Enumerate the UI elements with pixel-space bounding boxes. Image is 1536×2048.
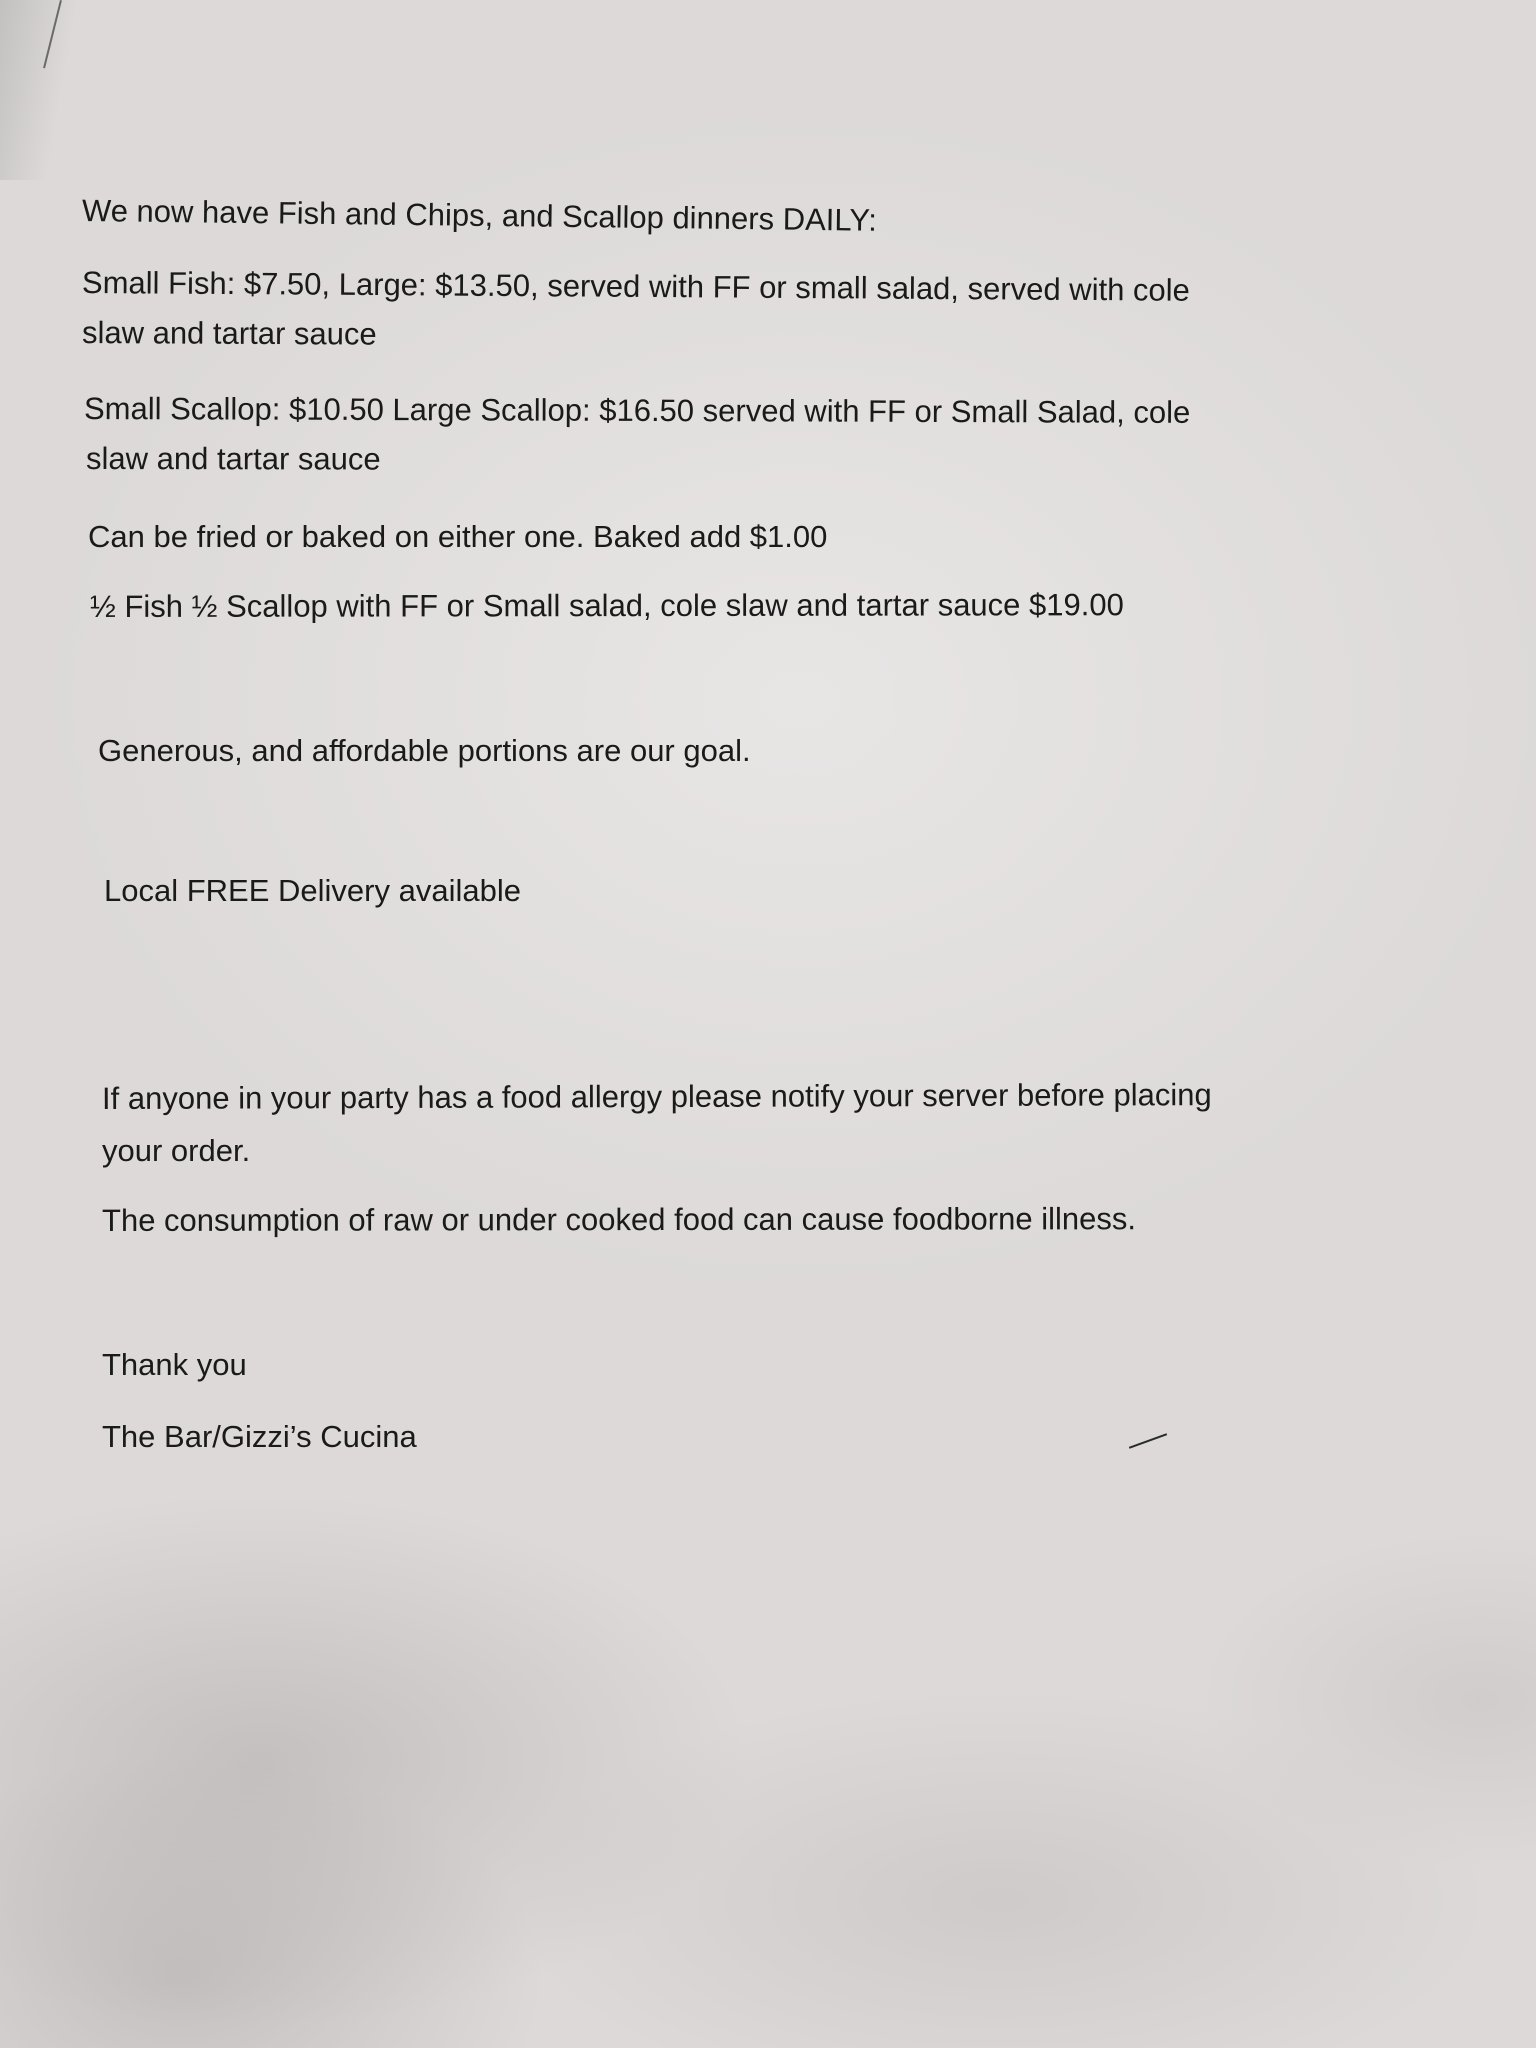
portions-goal-text: Generous, and affordable portions are our goal. <box>98 733 751 768</box>
baked-option-note: Can be fried or baked on either one. Baked add $1.00 <box>88 519 828 554</box>
scallop-pricing-line-2: slaw and tartar sauce <box>85 441 381 477</box>
thank-you-text: Thank you <box>102 1347 247 1382</box>
signature-text: The Bar/Gizzi’s Cucina <box>102 1419 417 1454</box>
fish-pricing-line-1: Small Fish: $7.50, Large: $13.50, served with FF or small salad, served with cole <box>81 265 1190 308</box>
allergy-notice-line-2: your order. <box>102 1133 251 1168</box>
scallop-pricing-line-1: Small Scallop: $10.50 Large Scallop: $16.50 served with FF or Small Salad, cole <box>83 391 1191 430</box>
intro-text: We now have Fish and Chips, and Scallop dinners DAILY: <box>81 193 878 238</box>
pen-mark <box>1129 1433 1167 1449</box>
delivery-text: Local FREE Delivery available <box>104 873 521 908</box>
combo-dinner-line: ½ Fish ½ Scallop with FF or Small salad, cole slaw and tartar sauce $19.00 <box>89 587 1124 624</box>
allergy-notice-line-1: If anyone in your party has a food allergy please notify your server before placing <box>101 1077 1212 1116</box>
food-safety-warning: The consumption of raw or under cooked food can cause foodborne illness. <box>101 1201 1136 1238</box>
fish-pricing-line-2: slaw and tartar sauce <box>81 315 377 352</box>
